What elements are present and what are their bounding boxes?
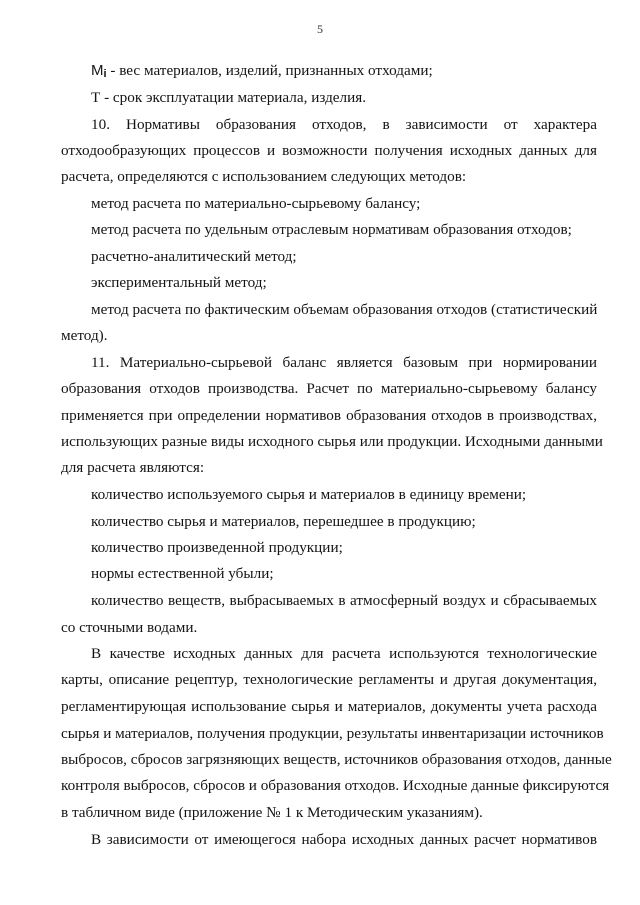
method-list-item: метод расчета по фактическим объемам образования отходов (статистический — [91, 301, 598, 318]
sources-paragraph-line: регламентирующая использование сырья и материалов, документы учета расхода — [61, 698, 597, 715]
data-list-item: количество веществ, выбрасываемых в атмосферный воздух и сбрасываемых — [91, 592, 597, 609]
paragraph-10-line: 10. Нормативы образования отходов, в зависимости от характера — [91, 116, 597, 133]
paragraph-11-line: 11. Материально-сырьевой баланс является базовым при нормировании — [91, 354, 597, 371]
method-list-item: экспериментальный метод; — [91, 274, 267, 291]
data-list-item: количество сырья и материалов, перешедшее в продукцию; — [91, 513, 476, 530]
paragraph-11-line: для расчета являются: — [61, 459, 205, 476]
method-list-item: метод расчета по материально-сырьевому балансу; — [91, 195, 421, 212]
paragraph-10-line: расчета, определяются с использованием следующих методов: — [61, 168, 467, 185]
data-list-item: количество произведенной продукции; — [91, 539, 343, 556]
definition-m — [91, 61, 597, 81]
m-symbol: M — [91, 62, 104, 79]
sources-paragraph-line: сырья и материалов, получения продукции, результаты инвентаризации источников — [61, 725, 604, 742]
sources-paragraph-line: карты, описание рецептур, технологические регламенты и другая документация, — [61, 671, 597, 688]
paragraph-10-line: отходообразующих процессов и возможности получения исходных данных для — [61, 142, 597, 159]
data-list-item: нормы естественной убыли; — [91, 565, 274, 582]
method-list-item: метод расчета по удельным отраслевым нормативам образования отходов; — [91, 221, 572, 238]
sources-paragraph-line: выбросов, сбросов загрязняющих веществ, источников образования отходов, данные — [61, 751, 612, 768]
m-subscript: i — [103, 68, 107, 80]
paragraph-11-line: образования отходов производства. Расчет по материально-сырьевому балансу — [61, 380, 597, 397]
paragraph-11-line: применяется при определении нормативов образования отходов в производствах, — [61, 407, 597, 424]
data-list-item: количество используемого сырья и материалов в единицу времени; — [91, 486, 527, 503]
sources-paragraph-line: контроля выбросов, сбросов и образования отходов. Исходные данные фиксируются — [61, 777, 610, 794]
sources-paragraph-line: В качестве исходных данных для расчета используются технологические — [91, 645, 597, 662]
definition-m-text: - вес материалов, изделий, признанных отходами; — [106, 62, 433, 79]
sources-paragraph-line: в табличном виде (приложение № 1 к Методическим указаниям). — [61, 804, 483, 821]
data-list-item: со сточными водами. — [61, 619, 198, 636]
method-list-item: метод). — [61, 327, 108, 344]
page-number: 5 — [317, 22, 323, 36]
method-list-item: расчетно-аналитический метод; — [91, 248, 297, 265]
definition-t: Т - срок эксплуатации материала, изделия. — [91, 89, 367, 106]
paragraph-11-line: использующих разные виды исходного сырья или продукции. Исходными данными — [61, 433, 603, 450]
closing-paragraph-line: В зависимости от имеющегося набора исходных данных расчет нормативов — [91, 831, 597, 848]
